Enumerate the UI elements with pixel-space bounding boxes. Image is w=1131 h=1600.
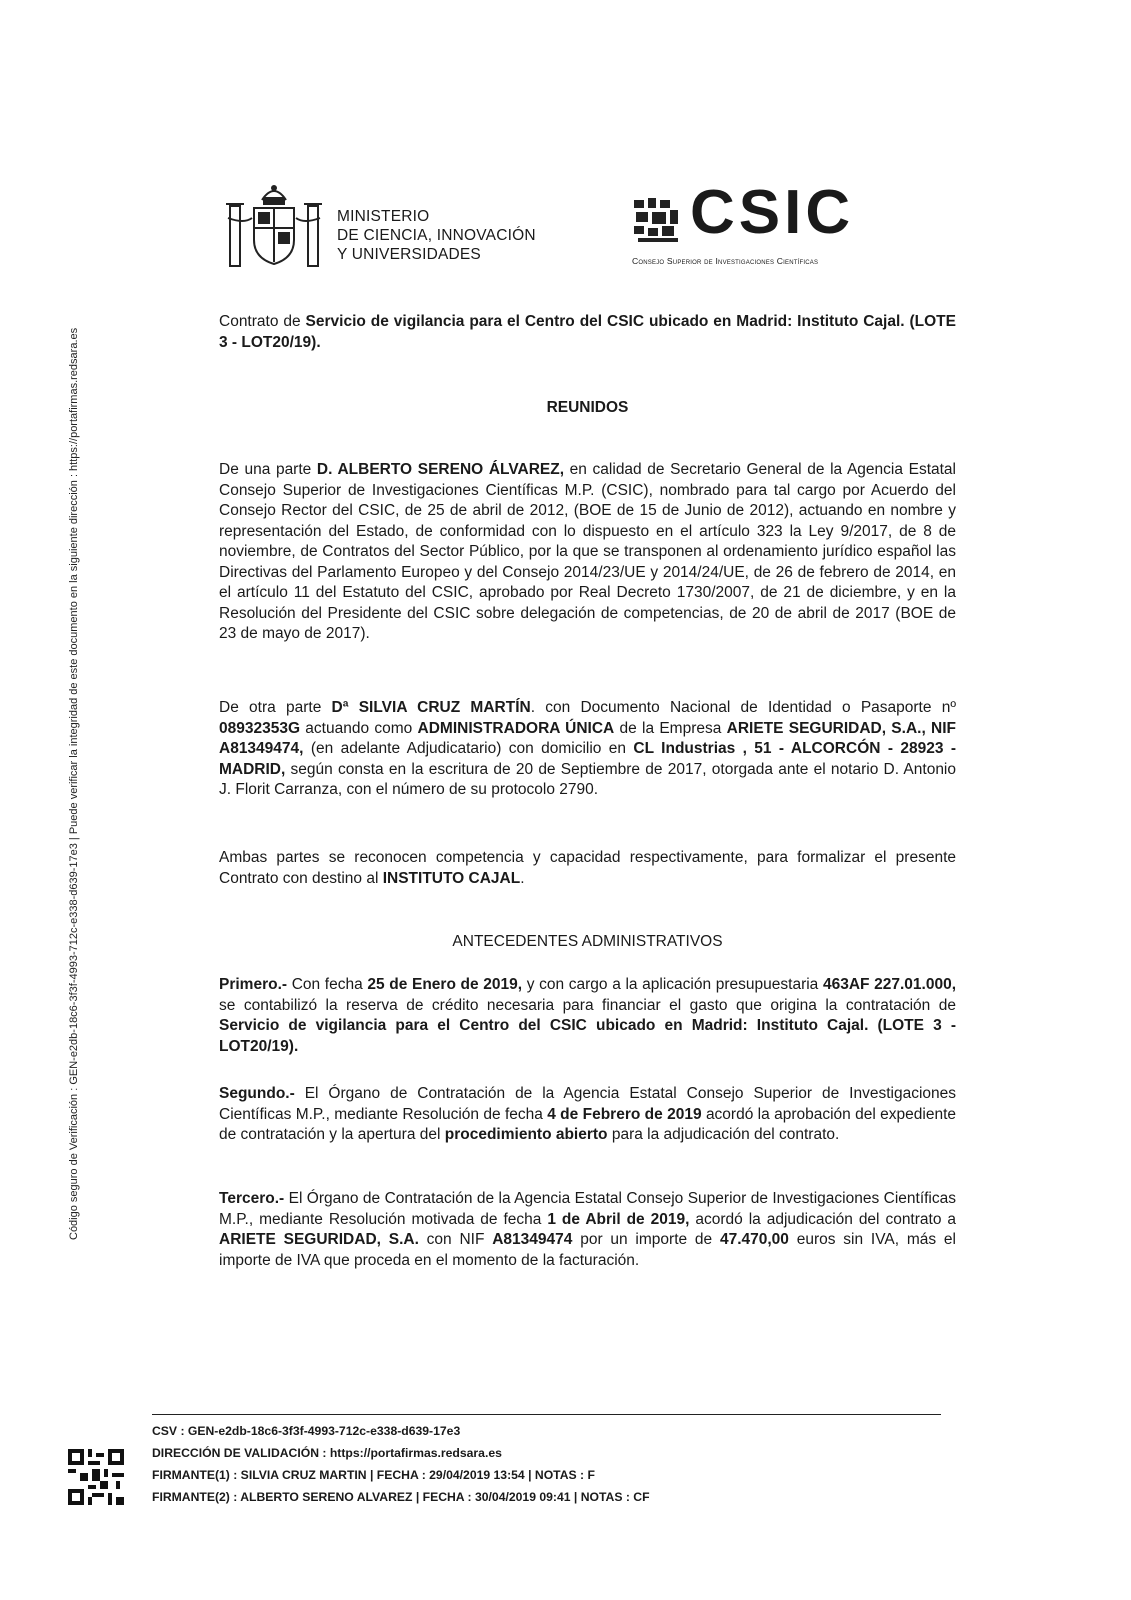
footer-signer-2: FIRMANTE(2) : ALBERTO SERENO ALVAREZ | FECHA : 30/04/2019 09:41 | NOTAS : CF: [152, 1490, 650, 1504]
ministry-line: Y UNIVERSIDADES: [337, 246, 481, 263]
csic-logo: CSIC: [690, 178, 855, 247]
footer-divider: [152, 1414, 941, 1415]
csic-emblem-icon: [632, 196, 688, 248]
paragraph-tercero: Tercero.- El Órgano de Contratación de la Agencia Estatal Consejo Superior de Investigaciones Científicas M.P., mediante Resolución motivada de fecha 1 de Abril de 2019, acordó la adjudicación del contrato a ARIETE SEGURIDAD, S.A. con NIF A81349474 por un importe de 47.470,00 euros sin IVA, más el importe de IVA que proceda en el momento de la facturación.: [219, 1190, 957, 1269]
verification-side-note: Código seguro de Verificación : GEN-e2db-18c6-3f3f-4993-712c-e338-d639-17e3 | Puede verificar la integridad de este documento en la siguiente dirección : https://portafirmas.redsara.es: [68, 327, 80, 1240]
paragraph-segundo: Segundo.- El Órgano de Contratación de la Agencia Estatal Consejo Superior de Investigaciones Científicas M.P., mediante Resolución de fecha 4 de Febrero de 2019 acordó la aprobación del expediente de contratación y la apertura del procedimiento abierto para la adjudicación del contrato.: [219, 1085, 957, 1143]
csic-subtitle: Consejo Superior de Investigaciones Científicas: [632, 256, 819, 266]
signature-footer: [152, 1420, 650, 1508]
ministry-line: MINISTERIO: [337, 208, 430, 225]
paragraph-primero: Primero.- Con fecha 25 de Enero de 2019, y con cargo a la aplicación presupuestaria 463AF 227.01.000, se contabilizó la reserva de crédito necesaria para financiar el gasto que origina la contratación de Servicio de vigilancia para el Centro del CSIC ubicado en Madrid: Instituto Cajal. (LOTE 3 - LOT20/19).: [219, 976, 957, 1055]
antecedentes-heading: ANTECEDENTES ADMINISTRATIVOS: [452, 933, 723, 950]
footer-validation-url[interactable]: DIRECCIÓN DE VALIDACIÓN : https://portafirmas.redsara.es: [152, 1446, 502, 1460]
paragraph-both-parties: Ambas partes se reconocen competencia y capacidad respectivamente, para formalizar el presente Contrato con destino al INSTITUTO CAJAL.: [219, 849, 956, 887]
paragraph-first-party: De una parte D. ALBERTO SERENO ÁLVAREZ, en calidad de Secretario General de la Agencia Estatal Consejo Superior de Investigaciones Científicas M.P. (CSIC), nombrado para tal cargo por Acuerdo del Consejo Rector del CSIC, de 25 de abril de 2012, (BOE de 15 de Junio de 2012), actuando en nombre y representación del Estado, de conformidad con lo dispuesto en el artículo 323 la Ley 9/2017, de 8 de noviembre, de Contratos del Sector Público, por la que se transponen al ordenamiento jurídico español las Directivas del Parlamento Europeo y del Consejo 2014/23/UE y 2014/24/UE, de 26 de febrero de 2014, en el artículo 11 del Estatuto del CSIC, aprobado por Real Decreto 1730/2007, de 21 de diciembre, y en la Resolución del Presidente del CSIC sobre delegación de competencias, de 20 de abril de 2017 (BOE de 23 de mayo de 2017).: [219, 461, 956, 642]
ministry-name: [337, 207, 536, 264]
qr-code-icon: [68, 1449, 124, 1505]
spain-coat-of-arms-icon: [224, 178, 324, 274]
footer-csv: CSV : GEN-e2db-18c6-3f3f-4993-712c-e338-d639-17e3: [152, 1424, 461, 1438]
paragraph-second-party: De otra parte Dª SILVIA CRUZ MARTÍN. con Documento Nacional de Identidad o Pasaporte nº 08932353G actuando como ADMINISTRADORA ÚNICA de la Empresa ARIETE SEGURIDAD, S.A., NIF A81349474, (en adelante Adjudicatario) con domicilio en CL Industrias , 51 - ALCORCÓN - 28923 - MADRID, según consta en la escritura de 20 de Septiembre de 2017, otorgada ante el notario D. Antonio J. Florit Carranza, con el número de su protocolo 2790.: [219, 699, 956, 798]
footer-signer-1: FIRMANTE(1) : SILVIA CRUZ MARTIN | FECHA : 29/04/2019 13:54 | NOTAS : F: [152, 1468, 595, 1482]
ministry-line: DE CIENCIA, INNOVACIÓN: [337, 227, 536, 244]
contract-title: Contrato de Servicio de vigilancia para el Centro del CSIC ubicado en Madrid: Instituto Cajal. (LOTE 3 - LOT20/19).: [219, 313, 956, 351]
reunidos-heading: REUNIDOS: [546, 399, 629, 416]
contract-title-bold: Servicio de vigilancia para el Centro del CSIC ubicado en Madrid: Instituto Cajal. (LOTE 3 - LOT20/19).: [219, 313, 956, 351]
